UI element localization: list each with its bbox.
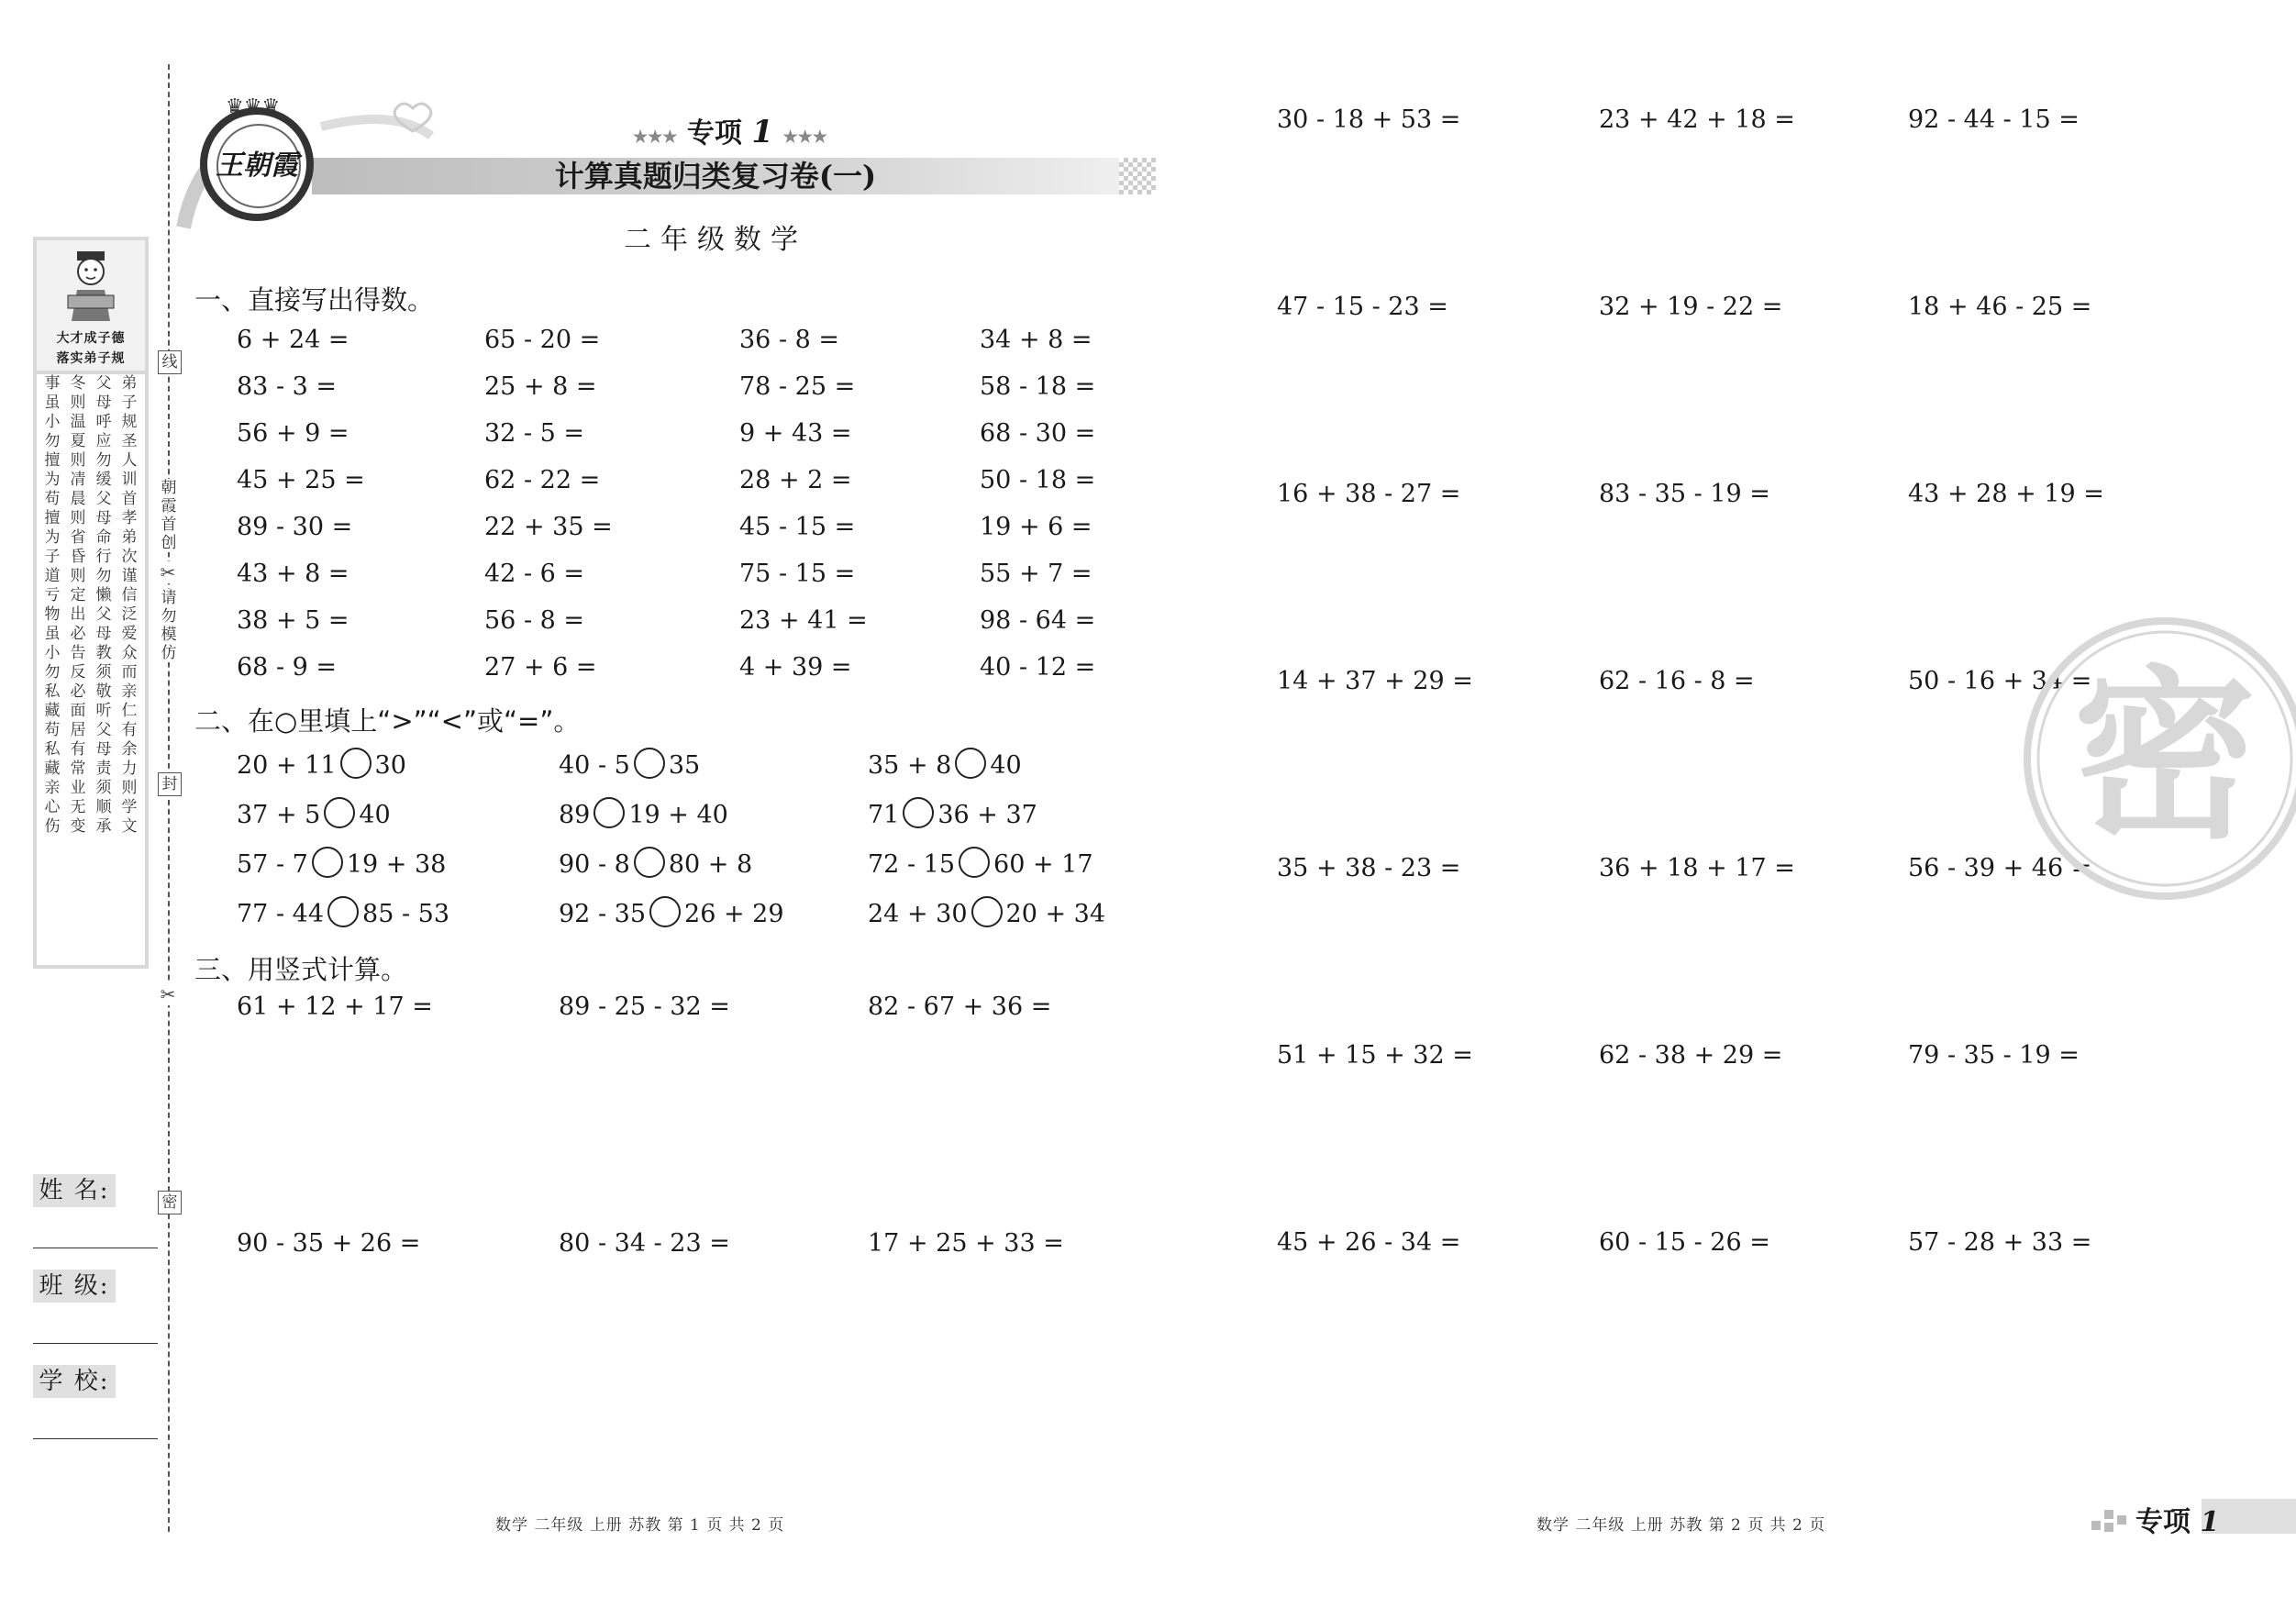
arithmetic-problem: 6 + 24 = (237, 326, 349, 354)
vertical-calc-problem: 61 + 12 + 17 = (237, 993, 433, 1021)
special-label: 专项 (686, 117, 742, 150)
school-field[interactable] (33, 1438, 158, 1439)
poem-column: 弟子规圣人训首孝弟次谨信泛爱众而亲仁有余力则学文 (121, 374, 138, 836)
vertical-calc-problem: 80 - 34 - 23 = (559, 1229, 730, 1258)
arithmetic-problem: 23 + 41 = (739, 606, 868, 635)
compare-left-expression: 72 - 15 (868, 850, 956, 879)
compare-problem (559, 748, 700, 780)
answer-circle[interactable] (903, 797, 934, 828)
compare-left-expression: 89 (559, 801, 591, 829)
vertical-calc-problem: 57 - 28 + 33 = (1908, 1228, 2092, 1257)
arithmetic-problem: 32 - 5 = (484, 419, 585, 448)
binding-note-origin: 朝霞首创 (158, 479, 180, 552)
svg-text:密: 密 (2072, 650, 2257, 864)
compare-problem (237, 896, 449, 928)
vertical-calc-problem: 45 + 26 - 34 = (1277, 1228, 1461, 1257)
compare-problem (237, 847, 446, 879)
arithmetic-problem: 89 - 30 = (237, 513, 353, 541)
arithmetic-problem: 45 + 25 = (237, 466, 365, 494)
compare-left-expression: 90 - 8 (559, 850, 630, 879)
dizigui-poem (37, 374, 145, 965)
answer-circle[interactable] (955, 748, 986, 779)
section-2-title: 二、在○里填上“>”“<”或“=”。 (194, 705, 581, 737)
arithmetic-problem: 19 + 6 = (980, 513, 1093, 541)
sidebar-illustration (37, 240, 145, 371)
vertical-calc-problem: 62 - 38 + 29 = (1599, 1041, 1783, 1070)
compare-right-expression: 19 + 40 (628, 801, 728, 829)
name-label: 姓 名: (33, 1174, 116, 1207)
scissors-icon: ✂ (157, 983, 179, 1005)
checker-decoration (1119, 158, 1156, 194)
class-field[interactable] (33, 1343, 158, 1344)
binding-note-feng: 封 (158, 772, 182, 796)
answer-circle[interactable] (959, 847, 990, 878)
arithmetic-problem: 42 - 6 = (484, 560, 585, 588)
answer-circle[interactable] (340, 748, 372, 779)
stars-icon: ★★★ (782, 128, 827, 147)
compare-left-expression: 40 - 5 (559, 751, 630, 780)
arithmetic-problem: 50 - 18 = (980, 466, 1096, 494)
arithmetic-problem: 58 - 18 = (980, 372, 1096, 401)
arithmetic-problem: 45 - 15 = (739, 513, 856, 541)
school-label: 学 校: (33, 1365, 116, 1398)
answer-circle[interactable] (327, 896, 359, 927)
compare-right-expression: 80 + 8 (668, 850, 753, 879)
compare-right-expression: 26 + 29 (684, 900, 784, 928)
compare-problem (868, 748, 1022, 780)
compare-left-expression: 20 + 11 (237, 751, 337, 780)
compare-right-expression: 19 + 38 (346, 850, 447, 879)
arithmetic-problem: 36 - 8 = (739, 326, 840, 354)
answer-circle[interactable] (634, 748, 665, 779)
arithmetic-problem: 56 - 8 = (484, 606, 585, 635)
vertical-calc-problem: 17 + 25 + 33 = (868, 1229, 1064, 1258)
answer-circle[interactable] (593, 797, 625, 828)
section-1-title: 一、直接写出得数。 (194, 284, 435, 316)
vertical-calc-problem: 92 - 44 - 15 = (1908, 105, 2080, 134)
arithmetic-problem: 38 + 5 = (237, 606, 349, 635)
binding-note-nocopy: 请勿模仿 (158, 589, 180, 662)
vertical-calc-problem: 51 + 15 + 32 = (1277, 1041, 1473, 1070)
crown-icon: ♛♛♛ (226, 95, 281, 118)
class-label: 班 级: (33, 1270, 116, 1303)
compare-right-expression: 36 + 37 (937, 801, 1037, 829)
compare-left-expression: 24 + 30 (868, 900, 968, 928)
arithmetic-problem: 55 + 7 = (980, 560, 1093, 588)
poem-column: 冬则温夏则凊晨则省昏则定出必告反必面居有常业无变 (70, 374, 86, 836)
scholar-kid-icon (66, 250, 116, 323)
arithmetic-problem: 27 + 6 = (484, 653, 597, 682)
scissors-icon: ✂ (157, 561, 179, 583)
compare-problem (868, 847, 1093, 879)
motto-line-1: 大才成子德 (56, 331, 126, 346)
vertical-calc-problem: 60 - 15 - 26 = (1599, 1228, 1770, 1257)
compare-right-expression: 40 (990, 751, 1022, 780)
compare-problem (868, 896, 1105, 928)
compare-left-expression: 71 (868, 801, 900, 829)
compare-problem (559, 847, 752, 879)
stars-icon: ★★★ (633, 128, 678, 147)
answer-circle[interactable] (971, 896, 1003, 927)
poem-column: 父母呼应勿缓父母命行勿懒父母教须敬听父母责须顺承 (95, 374, 112, 836)
compare-left-expression: 37 + 5 (237, 801, 321, 829)
arithmetic-problem: 75 - 15 = (739, 560, 856, 588)
special-number: 1 (751, 114, 773, 150)
footer-page-2: 数学 二年级 上册 苏教 第 2 页 共 2 页 (1536, 1516, 1826, 1535)
vertical-calc-problem: 32 + 19 - 22 = (1599, 293, 1783, 321)
vertical-calc-problem: 82 - 67 + 36 = (868, 993, 1052, 1021)
binding-note-mi: 密 (158, 1191, 182, 1214)
logo-text: 王朝霞 (216, 150, 298, 182)
answer-circle[interactable] (634, 847, 665, 878)
arithmetic-problem: 62 - 22 = (484, 466, 601, 494)
answer-circle[interactable] (312, 847, 343, 878)
arithmetic-problem: 25 + 8 = (484, 372, 597, 401)
compare-problem (237, 797, 391, 829)
compare-problem (559, 797, 728, 829)
arithmetic-problem: 78 - 25 = (739, 372, 856, 401)
arithmetic-problem: 28 + 2 = (739, 466, 852, 494)
vertical-calc-problem: 56 - 39 + 46 = (1908, 854, 2092, 882)
vertical-calc-problem: 36 + 18 + 17 = (1599, 854, 1795, 882)
subject-title: 二年级数学 (624, 224, 807, 256)
compare-left-expression: 77 - 44 (237, 900, 325, 928)
arithmetic-problem: 56 + 9 = (237, 419, 349, 448)
vertical-calc-problem: 79 - 35 - 19 = (1908, 1041, 2080, 1070)
compare-right-expression: 85 - 53 (362, 900, 450, 928)
compare-problem (237, 748, 406, 780)
arithmetic-problem: 22 + 35 = (484, 513, 613, 541)
vertical-calc-problem: 43 + 28 + 19 = (1908, 480, 2104, 508)
binding-cut-line (168, 64, 170, 1532)
vertical-calc-problem: 30 - 18 + 53 = (1277, 105, 1461, 134)
vertical-calc-problem: 47 - 15 - 23 = (1277, 293, 1448, 321)
vertical-calc-problem: 89 - 25 - 32 = (559, 993, 730, 1021)
brand-logo (200, 107, 314, 221)
compare-left-expression: 92 - 35 (559, 900, 647, 928)
compare-left-expression: 57 - 7 (237, 850, 308, 879)
arithmetic-problem: 34 + 8 = (980, 326, 1093, 354)
compare-right-expression: 60 + 17 (993, 850, 1093, 879)
arithmetic-problem: 4 + 39 = (739, 653, 852, 682)
vertical-calc-problem: 16 + 38 - 27 = (1277, 480, 1461, 508)
answer-circle[interactable] (324, 797, 355, 828)
corner-tag (2091, 1497, 2296, 1537)
arithmetic-problem: 40 - 12 = (980, 653, 1096, 682)
corner-label: 专项 1 (2135, 1506, 2220, 1538)
sidebar-panel (33, 237, 149, 969)
vertical-calc-problem: 23 + 42 + 18 = (1599, 105, 1795, 134)
vertical-calc-problem: 90 - 35 + 26 = (237, 1229, 421, 1258)
arithmetic-problem: 68 - 30 = (980, 419, 1096, 448)
motto-line-2: 落实弟子规 (56, 351, 126, 366)
vertical-calc-problem: 62 - 16 - 8 = (1599, 667, 1755, 695)
vertical-calc-problem: 18 + 46 - 25 = (1908, 293, 2092, 321)
arithmetic-problem: 83 - 3 = (237, 372, 338, 401)
compare-right-expression: 30 (374, 751, 406, 780)
footer-page-1: 数学 二年级 上册 苏教 第 1 页 共 2 页 (495, 1516, 785, 1535)
vertical-calc-problem: 83 - 35 - 19 = (1599, 480, 1770, 508)
compare-left-expression: 35 + 8 (868, 751, 952, 780)
compare-problem (559, 896, 784, 928)
section-3-title: 三、用竖式计算。 (194, 954, 408, 985)
exam-title: 计算真题归类复习卷(一) (554, 159, 877, 194)
compare-right-expression: 40 (359, 801, 391, 829)
special-tag (633, 110, 827, 150)
arithmetic-problem: 43 + 8 = (237, 560, 349, 588)
compare-right-expression: 35 (668, 751, 701, 780)
vertical-calc-problem: 35 + 38 - 23 = (1277, 854, 1461, 882)
vertical-calc-problem: 14 + 37 + 29 = (1277, 667, 1473, 695)
compare-right-expression: 20 + 34 (1005, 900, 1106, 928)
arithmetic-problem: 98 - 64 = (980, 606, 1096, 635)
poem-column: 事虽小勿擅为苟擅为子道亏物虽小勿私藏苟私藏亲心伤 (44, 374, 61, 836)
compare-problem (868, 797, 1037, 829)
answer-circle[interactable] (649, 896, 681, 927)
arithmetic-problem: 65 - 20 = (484, 326, 601, 354)
binding-note-xian: 线 (158, 350, 182, 374)
arithmetic-problem: 68 - 9 = (237, 653, 338, 682)
confidential-seal-icon (2023, 616, 2296, 901)
arithmetic-problem: 9 + 43 = (739, 419, 852, 448)
vertical-calc-problem: 50 - 16 + 34 = (1908, 667, 2092, 695)
